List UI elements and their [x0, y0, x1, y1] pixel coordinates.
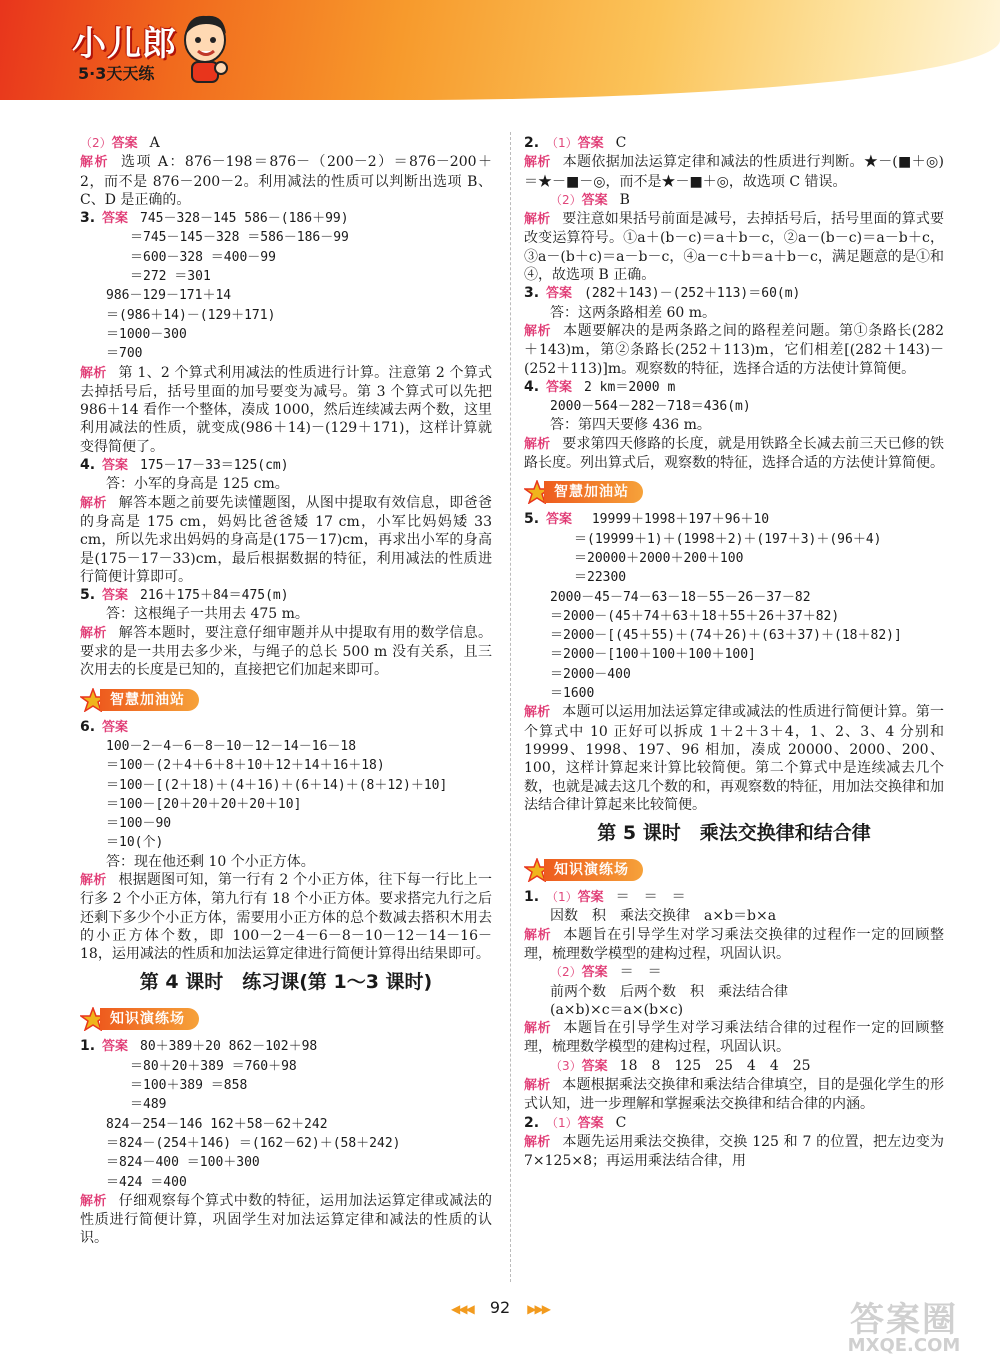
answer-tag: 解析	[524, 436, 551, 452]
body-text: 要注意如果括号前面是减号，去掉括号后，括号里面的算式要改变运算符号。①a＋(b－c)＝a＋b－c，②a－(b－c)＝a－b＋c，③a－(b＋c)＝a－b－c，④a－c＋b＝a＋b－c，满足题意的是①和④，故选项 B 正确。	[524, 211, 944, 284]
brand-logo	[72, 16, 177, 84]
answer-line	[524, 588, 944, 607]
math-expression: ＝2000－(45＋74＋63＋18＋55＋26＋37＋82)	[550, 608, 840, 624]
section-banner	[524, 858, 643, 882]
answer-line	[80, 833, 492, 852]
question-number: 4.	[80, 457, 96, 474]
body-text: 解答本题之前要先读懂题图，从图中提取有效信息，即爸爸的身高是 175 cm，妈妈比爸爸矮 17 cm，小军比妈妈矮 33 cm，所以先求出妈妈的身高是(175－17)cm，再求出小军的身高是(175－17－33)cm，最后根据数据的特征，利用减法的性质进行简便计算即可。	[80, 494, 492, 585]
section-banner	[80, 688, 199, 712]
math-expression: 986－129－171＋14	[106, 288, 232, 304]
body-text: C	[615, 135, 627, 151]
body-text: 本题可以运用加法运算定律或减法的性质进行简便计算。第一个算式中 10 正好可以拆成 1＋2＋3＋4，1、2、3、4 分别和 19999、1998、197、96 相加，凑成 20000、2000、200、100，这样计算起来计算比较简便。第二个算式中是连续减去几个数，也就是减去这几个数的和，再观察数的特征，用加法交换律和加法结合律计算起来比较简便。	[524, 704, 944, 813]
math-expression: ＝489	[130, 1097, 167, 1113]
answer-line	[80, 1095, 492, 1114]
body-text: 答：这两条路相差 60 m。	[550, 304, 716, 321]
answer-line	[524, 191, 944, 210]
body-text: (a×b)×c＝a×(b×c)	[550, 1001, 684, 1018]
math-expression: 2000－564－282－718＝436(m)	[550, 399, 751, 415]
answer-line	[80, 267, 492, 286]
body-text: 本题旨在引导学生对学习乘法交换律的过程作一定的回顾整理，梳理数学模型的建构过程，巩固认识。	[524, 926, 944, 962]
math-expression: ＝(19999＋1)＋(1998＋2)＋(197＋3)＋(96＋4)	[574, 531, 882, 547]
math-expression: ＝1600	[550, 686, 595, 702]
math-expression: 19999＋1998＋197＋96＋10	[584, 512, 770, 528]
body-text: C	[615, 1114, 627, 1131]
body-text: 根据题图可知，第一行有 2 个小正方体，往下每一行比上一行多 2 个小正方体，第九行有 18 个小正方体。要求搭完九行之后还剩下多少个小正方体，需要用小正方体的总个数减去搭积木用去的小正方体个数，即 100－2－4－6－8－10－12－14－16－18，运用减法的性质和加法运算定律进行简便计算得出结果即可。	[80, 871, 492, 963]
answer-line	[80, 605, 492, 623]
math-expression: 216＋175＋84＝475(m)	[140, 588, 289, 604]
section-label: 知识演练场	[544, 859, 643, 881]
answer-line	[80, 228, 492, 247]
next-arrows-icon: ▶▶▶	[527, 1302, 549, 1316]
answer-line	[80, 286, 492, 305]
answer-line	[80, 737, 492, 756]
sub-question-label: （1）	[546, 136, 578, 150]
body-text: ＝ ＝ ＝	[615, 889, 686, 906]
answer-line	[80, 325, 492, 344]
analysis-paragraph	[524, 210, 944, 284]
math-expression: ＝10(个)	[106, 835, 164, 851]
answer-tag: 答案	[102, 458, 129, 474]
answer-line	[80, 456, 492, 475]
sub-question-label: （2）	[550, 965, 582, 980]
body-text: 第 1、2 个算式利用减法的性质进行计算。注意第 2 个算式去掉括号后，括号里面的加号要变为减号。第 3 个算式可以先把 986＋14 看作一个整体，凑成 1000，然后连续减去两个数，这里利用减法的性质，就变成(986＋14)－(129＋171)，这样计算就变得简便了。	[80, 364, 492, 455]
analysis-paragraph	[524, 703, 944, 814]
analysis-paragraph	[80, 494, 492, 586]
section-banner	[80, 1007, 199, 1031]
section-label: 知识演练场	[100, 1008, 199, 1030]
answer-tag: 答案	[581, 965, 608, 981]
answer-tag: 答案	[546, 512, 573, 528]
analysis-paragraph	[524, 1076, 944, 1114]
answer-tag: 答案	[577, 136, 604, 151]
answer-tag: 解析	[524, 323, 552, 339]
column-divider	[510, 132, 511, 1282]
answer-line	[80, 1037, 492, 1056]
math-expression: ＝1000－300	[106, 326, 187, 342]
logo-title: 小儿郎	[72, 24, 177, 64]
question-number: 5.	[80, 587, 96, 604]
body-text: 18 8 125 25 4 4 25	[619, 1057, 811, 1074]
math-expression: ＝20000＋2000＋200＋100	[574, 550, 744, 566]
math-expression: 2000－45－74－63－18－55－26－37－82	[550, 589, 811, 605]
body-text: 要求第四天修路的长度，就是用铁路全长减去前三天已修的铁路长度。列出算式后，观察数的特征，选择合适的方法使计算简便。	[524, 435, 944, 472]
body-text: ＝ ＝	[619, 964, 662, 981]
answer-line	[80, 1173, 492, 1192]
body-text: 答：现在他还剩 10 个小正方体。	[106, 853, 315, 870]
analysis-paragraph	[524, 1019, 944, 1057]
math-expression: ＝100－[(2＋18)＋(4＋16)＋(6＋14)＋(8＋12)＋10]	[106, 777, 448, 793]
answer-tag: 答案	[102, 1039, 129, 1055]
answer-tag: 解析	[524, 927, 552, 943]
lesson-heading: 第 4 课时 练习课(第 1～3 课时)	[139, 971, 433, 994]
answer-line	[524, 1114, 944, 1133]
question-number: 3.	[80, 210, 96, 227]
math-expression: 175－17－33＝125(cm)	[140, 458, 289, 474]
analysis-paragraph	[524, 1133, 944, 1171]
answer-line	[524, 626, 944, 645]
left-column	[80, 134, 492, 1248]
math-expression: 2 km＝2000 m	[584, 379, 676, 395]
answer-line	[80, 586, 492, 605]
answer-line	[524, 983, 944, 1001]
answer-tag: 解析	[524, 1078, 551, 1094]
body-text: 仔细观察每个算式中数的特征，运用加法运算定律或减法的性质进行简便计算，巩固学生对加法运算定律和减法的性质的认识。	[80, 1192, 492, 1247]
body-text: 本题依据加法运算定律和减法的性质进行判断。★－(■＋◎)＝★－■－◎，而不是★－■＋◎，故选项 C 错误。	[524, 154, 944, 190]
lesson-heading: 第 5 课时 乘法交换律和结合律	[597, 822, 871, 845]
math-expression: ＝2000－[(45＋55)＋(74＋26)＋(63＋37)＋(18＋82)]	[550, 628, 902, 644]
answer-tag: 解析	[80, 495, 107, 511]
answer-line	[80, 1057, 492, 1076]
answer-line	[80, 795, 492, 814]
answer-line	[524, 907, 944, 925]
sub-question-label: （3）	[550, 1058, 582, 1073]
question-number: 2.	[524, 135, 540, 151]
answer-line	[524, 645, 944, 664]
question-number: 2.	[524, 1114, 540, 1131]
analysis-paragraph	[524, 926, 944, 964]
answer-line	[524, 1001, 944, 1019]
answer-tag: 答案	[102, 211, 129, 227]
body-text: 答：这根绳子一共用去 475 m。	[106, 606, 309, 623]
math-expression: 100－2－4－6－8－10－12－14－16－18	[106, 738, 357, 754]
analysis-paragraph	[524, 322, 944, 378]
watermark	[814, 1292, 994, 1362]
answer-tag: 解析	[524, 1021, 552, 1037]
math-expression: 80＋389＋20 862－102＋98	[140, 1039, 318, 1055]
sub-question-label: （2）	[550, 192, 582, 207]
answer-line	[524, 684, 944, 703]
body-text: 前两个数 后两个数 积 乘法结合律	[550, 983, 788, 1000]
math-expression: 824－254－146 162＋58－62＋242	[106, 1116, 328, 1132]
answer-line	[80, 209, 492, 228]
watermark-title: 答案圈	[850, 1300, 958, 1340]
question-number: 1.	[524, 889, 540, 906]
question-number: 1.	[80, 1038, 96, 1055]
analysis-paragraph	[524, 435, 944, 473]
math-expression: ＝700	[106, 346, 143, 362]
analysis-paragraph	[80, 364, 492, 456]
sub-question-label: （1）	[546, 1115, 578, 1130]
math-expression: ＝100＋389 ＝858	[130, 1078, 248, 1094]
answer-line	[80, 134, 492, 153]
question-number: 6.	[80, 718, 96, 735]
answer-line	[524, 134, 944, 153]
body-text: 选项 A：876－198＝876－（200－2）＝876－200＋2，而不是 876－200－2。利用减法的性质可以判断出选项 B、C、D 是正确的。	[80, 154, 492, 208]
body-text: 因数 积 乘法交换律 a×b＝b×a	[550, 908, 777, 925]
answer-line	[524, 416, 944, 434]
math-expression: ＝745－145－328 ＝586－186－99	[130, 230, 349, 246]
page-number: 92	[489, 1298, 511, 1317]
answer-line	[524, 530, 944, 549]
answer-line	[80, 475, 492, 493]
answer-line	[80, 306, 492, 325]
answer-line	[524, 1057, 944, 1076]
body-text: B	[619, 191, 630, 208]
math-expression: ＝2000－[100＋100＋100＋100]	[550, 647, 756, 663]
answer-tag: 解析	[80, 1193, 107, 1209]
body-text: 本题先运用乘法交换律，交换 125 和 7 的位置，把左边变为 7×125×8；再运用乘法结合律，用	[524, 1133, 944, 1170]
question-number: 5.	[524, 511, 540, 528]
math-expression: 745－328－145 586－(186＋99)	[140, 211, 349, 227]
answer-tag: 解析	[80, 872, 107, 888]
answer-line	[80, 344, 492, 363]
answer-line	[524, 378, 944, 397]
answer-line	[524, 549, 944, 568]
answer-tag: 解析	[524, 1134, 551, 1150]
answer-line	[524, 397, 944, 416]
answer-tag: 答案	[546, 286, 573, 302]
answer-line	[80, 1115, 492, 1134]
answer-tag: 答案	[581, 192, 608, 208]
answer-tag: 答案	[546, 379, 573, 395]
answer-line	[524, 304, 944, 322]
body-text: 本题根据乘法交换律和乘法结合律填空，目的是强化学生的形式认知，进一步理解和掌握乘法交换律和结合律的内涵。	[524, 1077, 944, 1113]
math-expression: ＝424 ＝400	[106, 1174, 187, 1190]
sub-question-label: （2）	[80, 136, 112, 150]
question-number: 3.	[524, 285, 540, 302]
watermark-url: MXQE.COM	[847, 1335, 961, 1356]
answer-line	[80, 718, 492, 737]
analysis-paragraph	[524, 153, 944, 191]
math-expression: ＝100－(2＋4＋6＋8＋10＋12＋14＋16＋18)	[106, 758, 385, 774]
section-label: 智慧加油站	[544, 481, 643, 503]
analysis-paragraph	[80, 1192, 492, 1248]
answer-tag: 答案	[102, 719, 129, 735]
answer-line	[524, 510, 944, 529]
answer-line	[524, 665, 944, 684]
answer-tag: 答案	[577, 1115, 604, 1131]
math-expression: ＝824－400 ＝100＋300	[106, 1155, 260, 1171]
answer-tag: 解析	[80, 155, 109, 171]
answer-line	[80, 814, 492, 833]
answer-line	[80, 1134, 492, 1153]
math-expression: ＝100－[20＋20＋20＋20＋10]	[106, 796, 302, 812]
prev-arrows-icon: ◀◀◀	[451, 1302, 473, 1316]
sub-question-label: （1）	[546, 890, 578, 905]
body-text: 本题旨在引导学生对学习乘法结合律的过程作一定的回顾整理，梳理数学模型的建构过程，巩固认识。	[524, 1020, 944, 1056]
math-expression: ＝272 ＝301	[130, 269, 211, 285]
answer-line	[524, 888, 944, 907]
answer-tag: 答案	[577, 890, 604, 906]
mascot-boy-icon	[176, 10, 234, 84]
answer-line	[80, 756, 492, 775]
answer-tag: 答案	[111, 136, 138, 151]
section-banner	[524, 480, 643, 504]
question-number: 4.	[524, 378, 540, 395]
section-label: 智慧加油站	[100, 689, 199, 711]
right-column	[524, 134, 944, 1171]
answer-line	[80, 776, 492, 795]
math-expression: (282＋143)－(252＋113)＝60(m)	[584, 286, 801, 302]
analysis-paragraph	[80, 153, 492, 209]
math-expression: ＝100－90	[106, 816, 172, 832]
answer-line	[80, 853, 492, 871]
answer-tag: 解析	[524, 705, 551, 721]
body-text: 答：小军的身高是 125 cm。	[106, 476, 289, 493]
answer-tag: 解析	[524, 155, 551, 171]
answer-tag: 解析	[80, 625, 107, 641]
answer-tag: 解析	[80, 365, 107, 381]
answer-tag: 答案	[102, 588, 129, 604]
answer-line	[80, 1076, 492, 1095]
math-expression: ＝824－(254＋146) ＝(162－62)＋(58＋242)	[106, 1135, 401, 1151]
answer-tag: 答案	[581, 1058, 608, 1074]
math-expression: ＝(986＋14)－(129＋171)	[106, 307, 276, 323]
logo-subtitle: 5·3天天练	[78, 64, 155, 83]
answer-line	[80, 1153, 492, 1172]
body-text: 本题要解决的是两条路之间的路程差问题。第①条路长(282＋143)m，第②条路长(252＋113)m，它们相差[(282＋143)－(252＋113)]m。观察数的特征，选择合适的方法使计算简便。	[524, 322, 944, 377]
math-expression: ＝80＋20＋389 ＝760＋98	[130, 1058, 297, 1074]
answer-line	[524, 963, 944, 982]
answer-line	[524, 607, 944, 626]
analysis-paragraph	[80, 871, 492, 963]
math-expression: ＝2000－400	[550, 666, 631, 682]
body-text: A	[149, 135, 160, 151]
math-expression: ＝600－328 ＝400－99	[130, 249, 276, 265]
answer-tag: 解析	[524, 212, 551, 228]
answer-line	[524, 284, 944, 303]
body-text: 解答本题时，要注意仔细审题并从中提取有用的数学信息。要求的是一共用去多少米，与绳子的总长 500 m 没有关系，且三次用去的长度是已知的，直接把它们加起来即可。	[80, 624, 492, 679]
answer-line	[80, 248, 492, 267]
math-expression: ＝22300	[574, 570, 627, 586]
answer-line	[524, 568, 944, 587]
analysis-paragraph	[80, 624, 492, 680]
body-text: 答：第四天要修 436 m。	[550, 417, 711, 434]
